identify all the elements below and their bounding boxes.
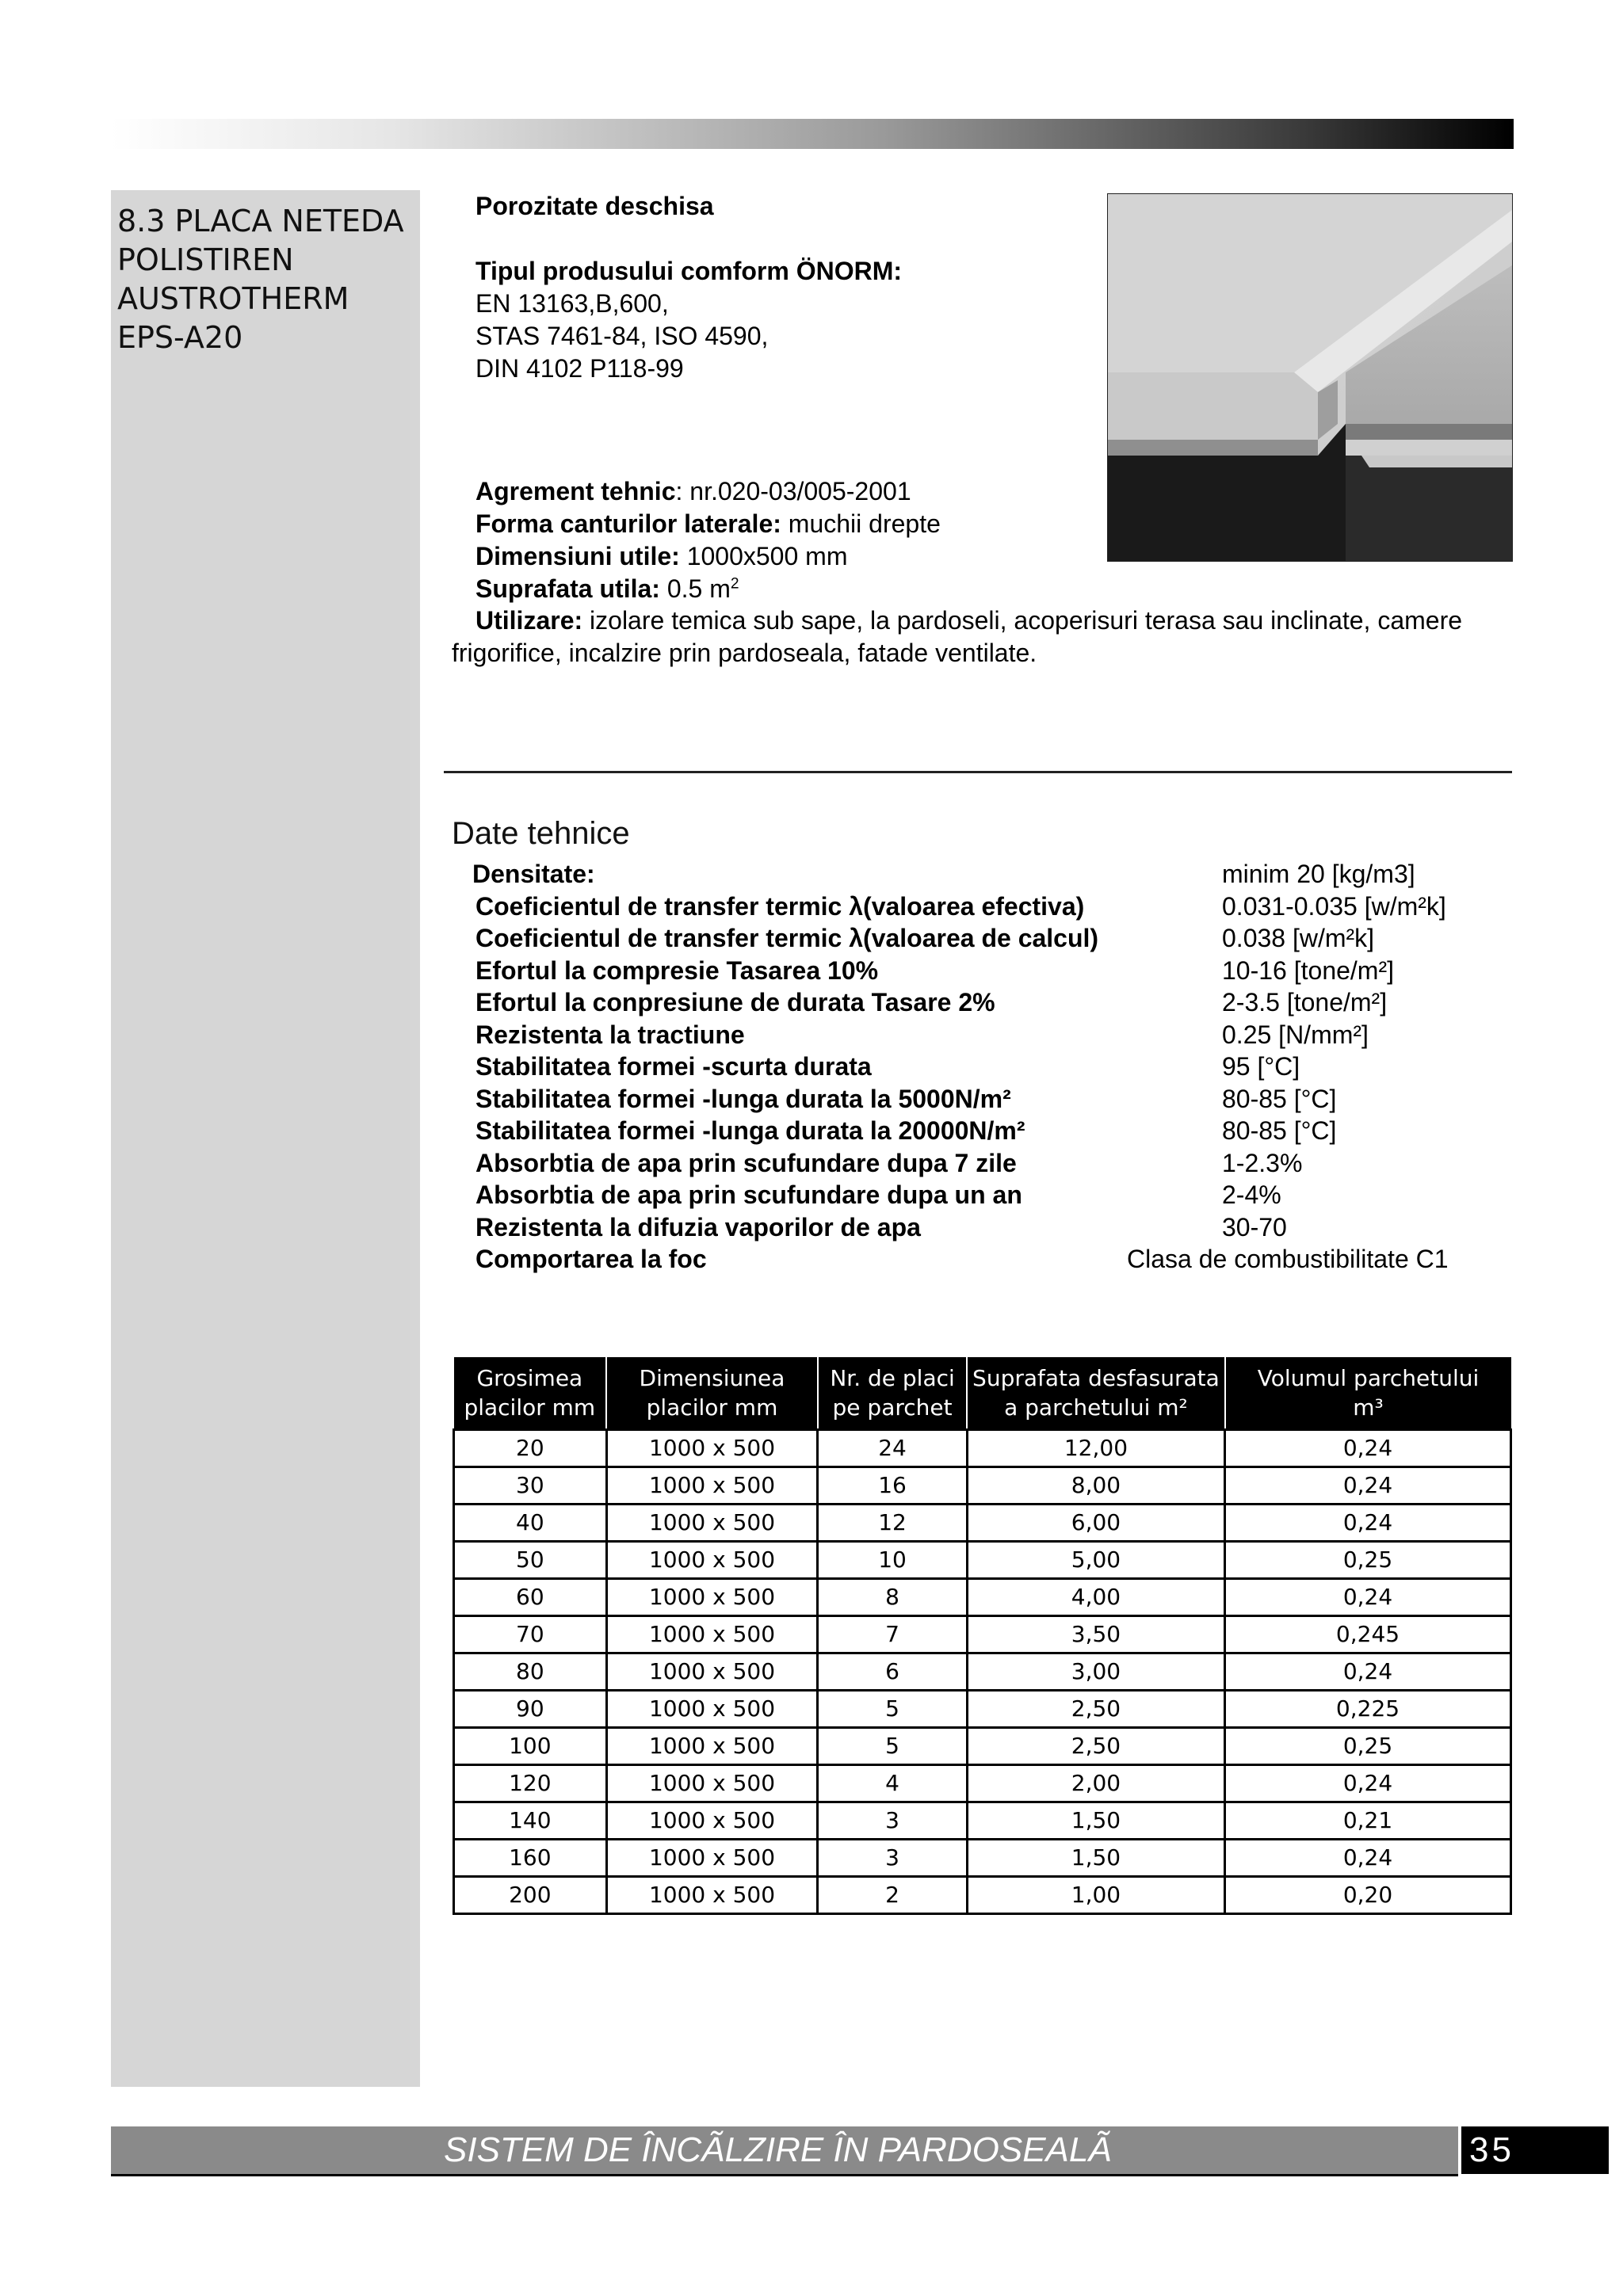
tipul-line: EN 13163,B,600,	[475, 289, 669, 318]
table-header-line: Nr. de placi	[830, 1365, 955, 1391]
tech-label: Efortul la conpresiune de durata Tasare 2%	[475, 988, 995, 1016]
table-cell: 2	[818, 1877, 968, 1914]
agrement-value: : nr.020-03/005-2001	[675, 477, 911, 505]
table-header-cell	[454, 1357, 607, 1430]
table-cell: 80	[454, 1653, 607, 1691]
date-tehnice-heading: Date tehnice	[452, 816, 630, 851]
table-cell: 2,50	[967, 1728, 1224, 1765]
table-header-cell	[606, 1357, 818, 1430]
table-row	[454, 1579, 1511, 1616]
utilizare-paragraph	[452, 605, 1518, 669]
table-header-line: Grosimea	[476, 1365, 583, 1391]
table-cell: 0,24	[1225, 1430, 1511, 1467]
table-cell: 0,24	[1225, 1765, 1511, 1802]
tech-row	[0, 922, 1623, 955]
table-row	[454, 1802, 1511, 1840]
tech-label: Coeficientul de transfer termic λ(valoarea de calcul)	[475, 924, 1099, 952]
table-cell: 4	[818, 1765, 968, 1802]
table-cell: 10	[818, 1542, 968, 1579]
agrement-label: Agrement tehnic	[475, 477, 676, 505]
tech-row	[0, 1179, 1623, 1211]
table-cell: 0,245	[1225, 1616, 1511, 1653]
table-cell: 1000 x 500	[606, 1840, 818, 1877]
table-cell: 0,24	[1225, 1840, 1511, 1877]
table-cell: 1000 x 500	[606, 1653, 818, 1691]
table-cell: 1000 x 500	[606, 1542, 818, 1579]
table-row	[454, 1505, 1511, 1542]
table-cell: 160	[454, 1840, 607, 1877]
table-cell: 1000 x 500	[606, 1765, 818, 1802]
tech-value: 2-4%	[1222, 1180, 1281, 1209]
tech-label: Efortul la compresie Tasarea 10%	[475, 955, 879, 985]
table-cell: 0,24	[1225, 1505, 1511, 1542]
table-cell: 1,00	[967, 1877, 1224, 1914]
tech-label: Rezistenta la tractiune	[475, 1020, 745, 1049]
suprafata-label: Suprafata utila:	[475, 574, 660, 603]
tech-value: 80-85 [°C]	[1222, 1084, 1337, 1113]
section-title-line: 8.3 PLACA NETEDA	[117, 204, 404, 238]
table-cell: 140	[454, 1802, 607, 1840]
table-header-line: Volumul parchetului	[1257, 1365, 1480, 1391]
table-cell: 0,225	[1225, 1691, 1511, 1728]
table-row	[454, 1691, 1511, 1728]
utilizare-value: izolare temica sub sape, la pardoseli, acoperisuri terasa sau inclinate, camere frigorifice, incalzire prin pardoseala, fatade ventilate.	[452, 606, 1463, 667]
table-cell: 2,00	[967, 1765, 1224, 1802]
porozitate-text: Porozitate deschisa	[475, 192, 714, 220]
table-cell: 8,00	[967, 1467, 1224, 1505]
table-cell: 6,00	[967, 1505, 1224, 1542]
table-row	[454, 1653, 1511, 1691]
table-header-cell	[1225, 1357, 1511, 1430]
table-cell: 0,21	[1225, 1802, 1511, 1840]
suprafata-sup: 2	[730, 575, 739, 593]
table-cell: 2,50	[967, 1691, 1224, 1728]
table-row	[454, 1728, 1511, 1765]
forma-line	[475, 508, 941, 540]
table-cell: 12	[818, 1505, 968, 1542]
tech-value: 0.25 [N/mm²]	[1222, 1020, 1369, 1049]
tech-row	[0, 1115, 1623, 1147]
tech-label: Densitate:	[472, 860, 595, 888]
table-cell: 100	[454, 1728, 607, 1765]
forma-value: muchii drepte	[781, 509, 941, 538]
polystyrene-boards-image	[1108, 194, 1512, 561]
table-cell: 40	[454, 1505, 607, 1542]
tech-label: Rezistenta la difuzia vaporilor de apa	[475, 1212, 921, 1241]
table-row	[454, 1840, 1511, 1877]
section-title-line: AUSTROTHERM	[117, 281, 349, 316]
tech-value: 80-85 [°C]	[1222, 1116, 1337, 1145]
section-title-line: POLISTIREN	[117, 242, 294, 277]
table-cell: 50	[454, 1542, 607, 1579]
tipul-line: DIN 4102 P118-99	[475, 354, 684, 383]
table-header-cell	[818, 1357, 968, 1430]
table-cell: 7	[818, 1616, 968, 1653]
tech-label: Absorbtia de apa prin scufundare dupa un an	[475, 1180, 1022, 1209]
table-row	[454, 1467, 1511, 1505]
table-cell: 0,25	[1225, 1542, 1511, 1579]
table-cell: 70	[454, 1616, 607, 1653]
suprafata-value: 0.5 m	[659, 574, 731, 603]
table-header-row	[454, 1357, 1511, 1430]
tech-row	[0, 891, 1623, 923]
table-cell: 3,00	[967, 1653, 1224, 1691]
table-cell: 120	[454, 1765, 607, 1802]
table-cell: 16	[818, 1467, 968, 1505]
table-cell: 20	[454, 1430, 607, 1467]
table-cell: 90	[454, 1691, 607, 1728]
tech-label: Absorbtia de apa prin scufundare dupa 7 zile	[475, 1148, 1017, 1177]
table-cell: 8	[818, 1579, 968, 1616]
dimensiuni-value: 1000x500 mm	[679, 542, 848, 570]
section-divider	[444, 771, 1512, 773]
tech-row	[0, 1147, 1623, 1180]
table-header-line: a parchetului m²	[1004, 1394, 1188, 1421]
tipul-label: Tipul produsului comform ÖNORM:	[475, 257, 903, 285]
section-title	[117, 202, 434, 357]
suprafata-line	[475, 573, 739, 605]
table-header-line: pe parchet	[832, 1394, 953, 1421]
table-row	[454, 1616, 1511, 1653]
tech-row	[0, 955, 1623, 987]
table-header-line: placilor mm	[646, 1394, 778, 1421]
tech-row	[0, 858, 1623, 891]
tech-value: 30-70	[1222, 1212, 1287, 1241]
tipul-line: STAS 7461-84, ISO 4590,	[475, 322, 769, 350]
tech-row	[0, 986, 1623, 1019]
tech-value: 0.038 [w/m²k]	[1222, 924, 1375, 952]
table-header-line: Suprafata desfasurata	[972, 1365, 1220, 1391]
table-cell: 0,24	[1225, 1467, 1511, 1505]
table-cell: 200	[454, 1877, 607, 1914]
tech-row	[0, 1019, 1623, 1051]
dimensiuni-line	[475, 540, 847, 573]
table-cell: 1000 x 500	[606, 1430, 818, 1467]
tech-value: minim 20 [kg/m3]	[1222, 860, 1415, 888]
table-cell: 30	[454, 1467, 607, 1505]
tech-row	[0, 1211, 1623, 1244]
table-cell: 4,00	[967, 1579, 1224, 1616]
tech-label: Comportarea la foc	[475, 1245, 707, 1273]
tech-label: Stabilitatea formei -lunga durata la 20000N/m²	[475, 1116, 1025, 1145]
table-cell: 60	[454, 1579, 607, 1616]
table-cell: 5	[818, 1691, 968, 1728]
table-cell: 5,00	[967, 1542, 1224, 1579]
table-row	[454, 1877, 1511, 1914]
table-cell: 3	[818, 1802, 968, 1840]
top-gradient-bar	[111, 119, 1514, 149]
table-row	[454, 1430, 1511, 1467]
table-cell: 0,24	[1225, 1579, 1511, 1616]
table-cell: 0,24	[1225, 1653, 1511, 1691]
table-header-line: placilor mm	[464, 1394, 596, 1421]
table-header-line: m³	[1353, 1394, 1384, 1421]
dimensions-table	[453, 1357, 1512, 1915]
tech-row	[0, 1243, 1623, 1276]
table-cell: 1000 x 500	[606, 1877, 818, 1914]
table-header-cell	[967, 1357, 1224, 1430]
table-cell: 0,20	[1225, 1877, 1511, 1914]
table-cell: 1000 x 500	[606, 1802, 818, 1840]
table-cell: 0,25	[1225, 1728, 1511, 1765]
table-cell: 1000 x 500	[606, 1728, 818, 1765]
tech-label: Stabilitatea formei -scurta durata	[475, 1052, 872, 1081]
table-cell: 1000 x 500	[606, 1467, 818, 1505]
tech-value: 1-2.3%	[1222, 1148, 1303, 1177]
dimensiuni-label: Dimensiuni utile:	[475, 542, 680, 570]
tech-value: 0.031-0.035 [w/m²k]	[1222, 891, 1446, 921]
table-cell: 12,00	[967, 1430, 1224, 1467]
table-cell: 1000 x 500	[606, 1691, 818, 1728]
forma-label: Forma canturilor laterale:	[475, 509, 781, 538]
table-cell: 1,50	[967, 1802, 1224, 1840]
table-cell: 1000 x 500	[606, 1616, 818, 1653]
table-cell: 24	[818, 1430, 968, 1467]
table-cell: 6	[818, 1653, 968, 1691]
tech-value: 95 [°C]	[1222, 1052, 1300, 1081]
utilizare-label: Utilizare:	[475, 606, 583, 635]
footer-title: SISTEM DE ÎNCÃLZIRE ÎN PARDOSEALÃ	[444, 2130, 1112, 2169]
table-cell: 3	[818, 1840, 968, 1877]
agrement-line	[475, 475, 911, 508]
product-photo	[1107, 193, 1513, 562]
table-row	[454, 1765, 1511, 1802]
tech-value: 2-3.5 [tone/m²]	[1222, 988, 1388, 1016]
tech-label: Stabilitatea formei -lunga durata la 5000N/m²	[475, 1084, 1011, 1113]
table-cell: 1000 x 500	[606, 1579, 818, 1616]
table-row	[454, 1542, 1511, 1579]
tech-value: 10-16 [tone/m²]	[1222, 955, 1394, 985]
table-cell: 1000 x 500	[606, 1505, 818, 1542]
table-cell: 5	[818, 1728, 968, 1765]
tech-value: Clasa de combustibilitate C1	[1127, 1245, 1449, 1273]
table-cell: 3,50	[967, 1616, 1224, 1653]
tech-row	[0, 1083, 1623, 1116]
page-number: 35	[1458, 2126, 1609, 2174]
section-title-line: EPS-A20	[117, 320, 243, 355]
tech-row	[0, 1051, 1623, 1083]
tech-label: Coeficientul de transfer termic λ(valoarea efectiva)	[475, 891, 1085, 921]
table-header-line: Dimensiunea	[639, 1365, 785, 1391]
table-cell: 1,50	[967, 1840, 1224, 1877]
